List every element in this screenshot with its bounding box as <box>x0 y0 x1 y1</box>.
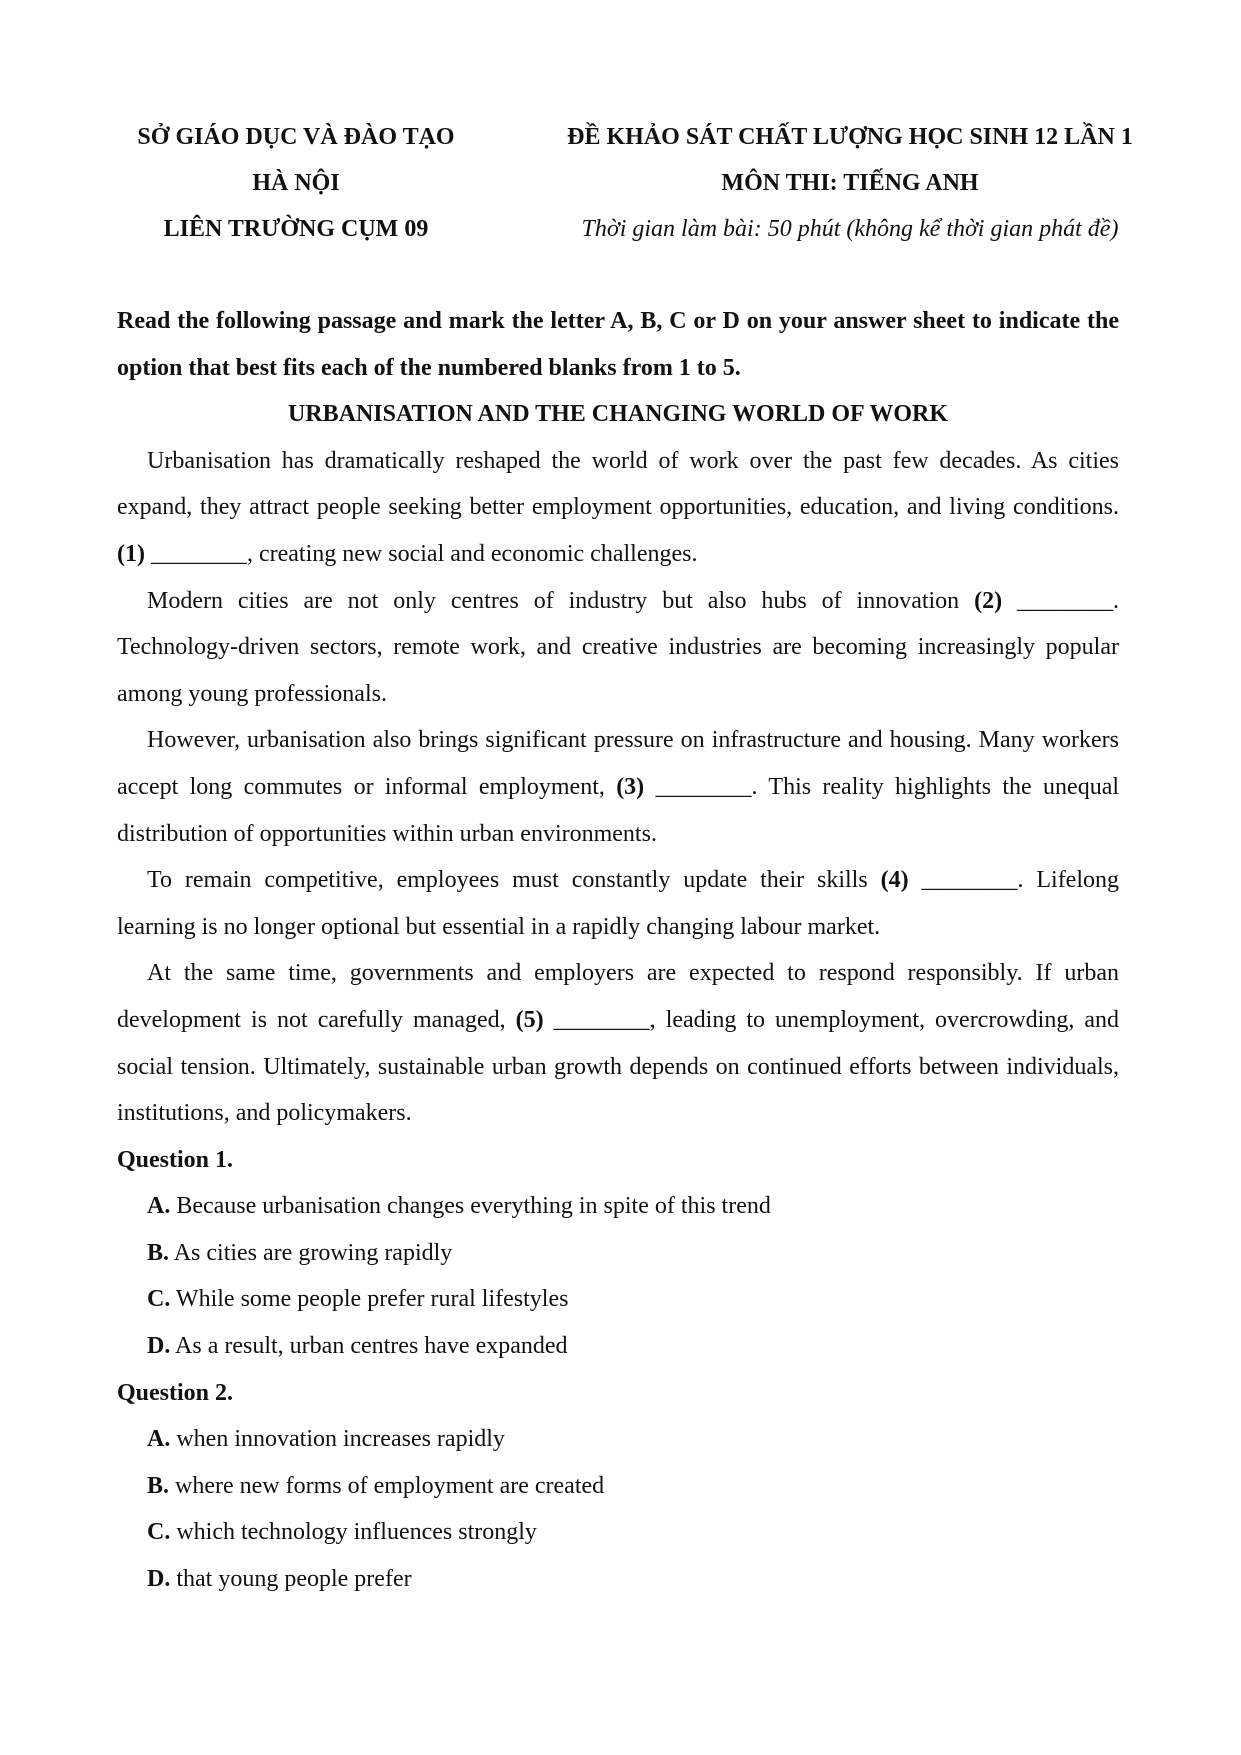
paragraph-text: , leading to unemployment, overcrowding, and social tension. Ultimately, sustainable urban growth depends on continued efforts between individuals, institutions, and policymakers. <box>117 1006 1120 1127</box>
exam-info-block <box>530 114 1170 252</box>
option-text: that young people prefer <box>176 1566 412 1593</box>
paragraph-text: . This reality highlights the unequal distribution of opportunities within urban environments. <box>117 773 1120 847</box>
question-1-option-b <box>117 1230 1119 1277</box>
option-letter: B. <box>147 1239 170 1266</box>
option-letter: C. <box>147 1519 171 1546</box>
option-letter: A. <box>147 1426 171 1453</box>
question-2-option-d <box>117 1556 1119 1603</box>
question-1-option-a <box>117 1183 1119 1230</box>
exam-title: ĐỀ KHẢO SÁT CHẤT LƯỢNG HỌC SINH 12 LẦN 1 <box>567 124 1133 150</box>
blank-number-2: (2) <box>974 587 1003 614</box>
question-2-option-c <box>117 1509 1119 1556</box>
option-letter: D. <box>147 1333 171 1360</box>
option-text: where new forms of employment are created <box>175 1472 605 1499</box>
paragraph-text: . Technology-driven sectors, remote work, and creative industries are becoming increasingly popular among young professionals. <box>117 587 1120 707</box>
option-text: While some people prefer rural lifestyles <box>175 1286 569 1313</box>
blank-number-1: (1) <box>117 540 145 567</box>
paragraph-text: At the same time, governments and employers are expected to respond responsibly. If urban development is not carefully managed, <box>117 960 1119 1033</box>
paragraph-text: . Lifelong learning is no longer optional but essential in a rapidly changing labour market. <box>117 867 1120 940</box>
exam-content <box>117 298 1119 1603</box>
blank-line: ________ <box>921 867 1018 894</box>
blank-line: ________ <box>655 773 752 800</box>
passage-paragraph-1 <box>117 438 1119 578</box>
question-2-option-b <box>117 1463 1119 1510</box>
option-text: Because urbanisation changes everything in spite of this trend <box>176 1193 771 1220</box>
passage-paragraph-2 <box>117 578 1119 718</box>
blank-number-4: (4) <box>880 867 909 894</box>
option-letter: A. <box>147 1193 171 1220</box>
blank-line: ________ <box>150 540 247 567</box>
option-text: when innovation increases rapidly <box>176 1426 505 1453</box>
blank-line: ________ <box>553 1006 650 1033</box>
blank-line: ________ <box>1017 587 1114 614</box>
exam-time: Thời gian làm bài: 50 phút (không kể thời gian phát đề) <box>581 216 1119 242</box>
option-letter: D. <box>147 1566 171 1593</box>
option-letter: C. <box>147 1286 171 1313</box>
paragraph-text: However, urbanisation also brings significant pressure on infrastructure and housing. Many workers accept long commutes or informal employment, <box>117 727 1119 800</box>
passage-paragraph-4 <box>117 857 1119 950</box>
paragraph-text: Modern cities are not only centres of industry but also hubs of innovation <box>147 587 975 614</box>
department-name: SỞ GIÁO DỤC VÀ ĐÀO TẠO <box>137 124 455 150</box>
city-name: HÀ NỘI <box>252 170 340 196</box>
option-letter: B. <box>147 1472 170 1499</box>
option-text: As a result, urban centres have expanded <box>175 1333 568 1360</box>
passage-title: URBANISATION AND THE CHANGING WORLD OF WORK <box>287 401 949 428</box>
blank-number-3: (3) <box>616 773 645 800</box>
question-2-option-a <box>117 1416 1119 1463</box>
instruction: Read the following passage and mark the letter A, B, C or D on your answer sheet to indicate the option that best fits each of the numbered blanks from 1 to 5. <box>117 308 1119 381</box>
paragraph-text: Urbanisation has dramatically reshaped the world of work over the past few decades. As cities expand, they attract people seeking better employment opportunities, education, and living conditions. <box>117 447 1119 521</box>
cluster-name: LIÊN TRƯỜNG CỤM 09 <box>163 216 429 242</box>
blank-number-5: (5) <box>515 1006 544 1033</box>
question-1-option-d <box>117 1323 1119 1370</box>
question-2-label: Question 2. <box>117 1379 234 1406</box>
option-text: As cities are growing rapidly <box>173 1239 453 1266</box>
question-1-label: Question 1. <box>117 1146 234 1173</box>
question-1-option-c <box>117 1276 1119 1323</box>
passage-paragraph-3 <box>117 717 1119 857</box>
passage-paragraph-5 <box>117 950 1119 1136</box>
paragraph-text: , creating new social and economic challenges. <box>246 540 698 567</box>
paragraph-text: To remain competitive, employees must constantly update their skills <box>147 867 881 894</box>
exam-subject: MÔN THI: TIẾNG ANH <box>721 170 979 196</box>
option-text: which technology influences strongly <box>176 1519 537 1546</box>
school-block <box>96 114 496 252</box>
